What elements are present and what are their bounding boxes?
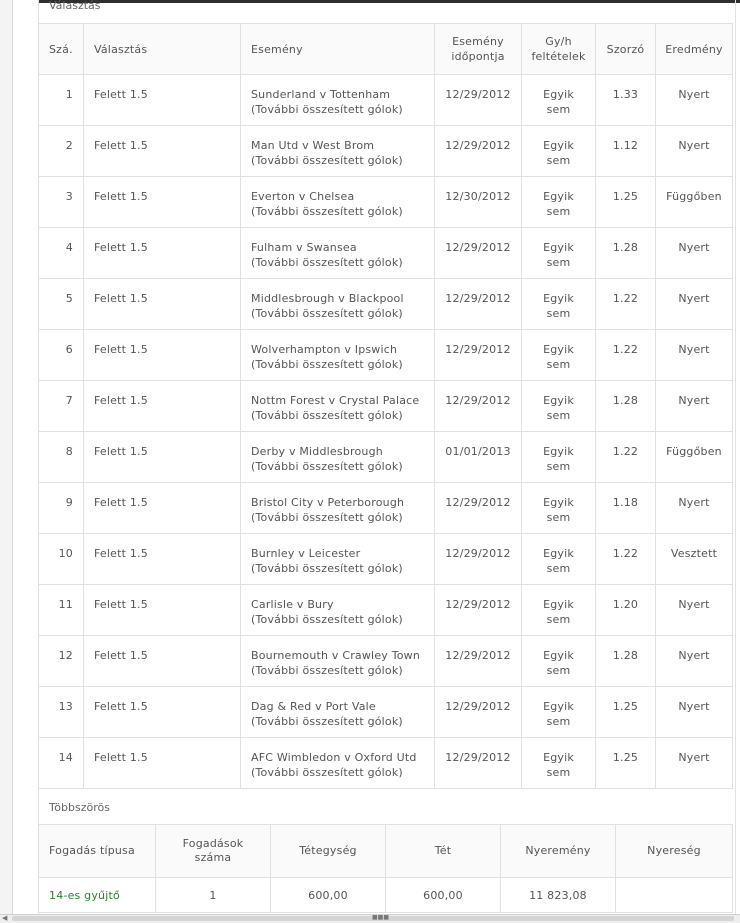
selection-name: Felett 1.5 xyxy=(94,292,148,305)
result-cell xyxy=(656,636,733,687)
conditions-line2: sem xyxy=(546,511,571,524)
row-num-cell xyxy=(39,330,84,381)
selection-name: Felett 1.5 xyxy=(94,394,148,407)
event-date: 01/01/2013 xyxy=(445,445,511,458)
event-date-cell xyxy=(435,534,522,585)
event-cell xyxy=(241,636,435,687)
col-header-num: Szá. xyxy=(39,24,84,75)
conditions-line1: Egyik xyxy=(543,241,574,254)
selection-row xyxy=(39,381,733,432)
selection-cell xyxy=(84,126,241,177)
col-header-conditions-line1: Gy/h xyxy=(545,35,572,48)
conditions-cell xyxy=(522,687,596,738)
event-date-cell xyxy=(435,177,522,228)
col-header-event-time-line2: időpontja xyxy=(451,50,505,63)
row-num-cell xyxy=(39,126,84,177)
event-cell xyxy=(241,738,435,789)
selections-section-title: Választás xyxy=(49,0,101,12)
result-cell xyxy=(656,177,733,228)
row-num-cell xyxy=(39,483,84,534)
conditions-cell xyxy=(522,228,596,279)
conditions-line1: Egyik xyxy=(543,700,574,713)
bet-type-link[interactable]: 14-es gyűjtő xyxy=(49,888,120,902)
result-cell xyxy=(656,585,733,636)
event-market: (További összesített gólok) xyxy=(251,766,403,779)
event-date: 12/29/2012 xyxy=(445,496,511,509)
row-num: 5 xyxy=(65,292,73,305)
odds-value: 1.20 xyxy=(612,598,639,611)
event-market: (További összesített gólok) xyxy=(251,715,403,728)
odds-cell xyxy=(596,636,656,687)
event-market: (További összesített gólok) xyxy=(251,256,403,269)
selection-cell xyxy=(84,534,241,585)
event-date-cell xyxy=(435,585,522,636)
selection-row xyxy=(39,534,733,585)
conditions-line2: sem xyxy=(546,613,571,626)
selection-row xyxy=(39,177,733,228)
odds-value: 1.28 xyxy=(612,241,639,254)
event-market: (További összesített gólok) xyxy=(251,664,403,677)
conditions-cell xyxy=(522,126,596,177)
selection-cell xyxy=(84,75,241,126)
selection-row xyxy=(39,687,733,738)
event-market: (További összesített gólok) xyxy=(251,154,403,167)
conditions-line1: Egyik xyxy=(543,394,574,407)
event-date: 12/29/2012 xyxy=(445,88,511,101)
conditions-line2: sem xyxy=(546,154,571,167)
odds-value: 1.25 xyxy=(612,190,639,203)
selections-header-row xyxy=(39,24,733,75)
event-date: 12/29/2012 xyxy=(445,649,511,662)
profit-cell xyxy=(616,878,733,913)
event-date: 12/30/2012 xyxy=(445,190,511,203)
odds-value: 1.22 xyxy=(612,292,639,305)
event-date-cell xyxy=(435,228,522,279)
selection-name: Felett 1.5 xyxy=(94,598,148,611)
result-cell xyxy=(656,126,733,177)
row-num-cell xyxy=(39,228,84,279)
row-num-cell xyxy=(39,279,84,330)
event-cell xyxy=(241,483,435,534)
conditions-line2: sem xyxy=(546,409,571,422)
row-num: 12 xyxy=(58,649,73,662)
selection-cell xyxy=(84,279,241,330)
selection-row xyxy=(39,432,733,483)
conditions-cell xyxy=(522,432,596,483)
row-num: 10 xyxy=(58,547,73,560)
result-value: Vesztett xyxy=(670,547,718,560)
col-header-result: Eredmény xyxy=(656,24,733,75)
event-name: Nottm Forest v Crystal Palace xyxy=(251,394,420,407)
odds-value: 1.28 xyxy=(612,394,639,407)
odds-cell xyxy=(596,228,656,279)
result-value: Nyert xyxy=(678,598,710,611)
conditions-line1: Egyik xyxy=(543,88,574,101)
event-date: 12/29/2012 xyxy=(445,700,511,713)
event-market: (További összesített gólok) xyxy=(251,409,403,422)
event-cell xyxy=(241,330,435,381)
event-cell xyxy=(241,585,435,636)
event-name: Bournemouth v Crawley Town xyxy=(251,649,421,662)
event-cell xyxy=(241,126,435,177)
selection-row xyxy=(39,126,733,177)
col-header-event-time xyxy=(435,24,522,75)
conditions-line2: sem xyxy=(546,256,571,269)
result-cell xyxy=(656,330,733,381)
conditions-line1: Egyik xyxy=(543,547,574,560)
event-market: (További összesített gólok) xyxy=(251,103,403,116)
conditions-cell xyxy=(522,279,596,330)
row-num: 13 xyxy=(58,700,73,713)
col-header-bets-count xyxy=(156,825,271,878)
bet-type-cell xyxy=(39,878,156,913)
scrollbar-grip-icon: ■■■ xyxy=(372,914,390,921)
selection-cell xyxy=(84,177,241,228)
odds-cell xyxy=(596,585,656,636)
event-name: Sunderland v Tottenham xyxy=(251,88,391,101)
event-date: 12/29/2012 xyxy=(445,241,511,254)
conditions-line1: Egyik xyxy=(543,343,574,356)
row-num-cell xyxy=(39,177,84,228)
result-cell xyxy=(656,687,733,738)
row-num-cell xyxy=(39,687,84,738)
event-date-cell xyxy=(435,75,522,126)
event-market: (További összesített gólok) xyxy=(251,460,403,473)
result-cell xyxy=(656,279,733,330)
conditions-cell xyxy=(522,75,596,126)
event-date: 12/29/2012 xyxy=(445,598,511,611)
result-cell xyxy=(656,432,733,483)
event-market: (További összesített gólok) xyxy=(251,205,403,218)
odds-cell xyxy=(596,483,656,534)
event-date-cell xyxy=(435,636,522,687)
selection-name: Felett 1.5 xyxy=(94,241,148,254)
selections-table xyxy=(38,23,733,789)
event-name: Wolverhampton v Ipswich xyxy=(251,343,398,356)
col-header-bets-count-line2: száma xyxy=(194,851,232,864)
result-value: Nyert xyxy=(678,496,710,509)
event-date-cell xyxy=(435,432,522,483)
selection-cell xyxy=(84,432,241,483)
selection-row xyxy=(39,330,733,381)
row-num-cell xyxy=(39,432,84,483)
odds-cell xyxy=(596,738,656,789)
event-date-cell xyxy=(435,330,522,381)
result-cell xyxy=(656,228,733,279)
row-num: 14 xyxy=(58,751,73,764)
col-header-winnings: Nyeremény xyxy=(501,825,616,878)
odds-cell xyxy=(596,381,656,432)
conditions-line1: Egyik xyxy=(543,496,574,509)
odds-cell xyxy=(596,177,656,228)
event-cell xyxy=(241,687,435,738)
row-num-cell xyxy=(39,75,84,126)
winnings-cell: 11 823,08 xyxy=(501,878,616,913)
conditions-cell xyxy=(522,483,596,534)
conditions-line1: Egyik xyxy=(543,445,574,458)
event-cell xyxy=(241,228,435,279)
row-num: 11 xyxy=(58,598,73,611)
col-header-bet-type: Fogadás típusa xyxy=(39,825,156,878)
event-name: Burnley v Leicester xyxy=(251,547,361,560)
conditions-cell xyxy=(522,738,596,789)
row-num: 1 xyxy=(65,88,73,101)
odds-cell xyxy=(596,432,656,483)
row-num-cell xyxy=(39,738,84,789)
selection-name: Felett 1.5 xyxy=(94,343,148,356)
event-date-cell xyxy=(435,483,522,534)
odds-cell xyxy=(596,534,656,585)
event-date-cell xyxy=(435,381,522,432)
result-value: Nyert xyxy=(678,649,710,662)
event-cell xyxy=(241,381,435,432)
stake-cell: 600,00 xyxy=(386,878,501,913)
conditions-cell xyxy=(522,330,596,381)
odds-value: 1.12 xyxy=(612,139,639,152)
conditions-line1: Egyik xyxy=(543,649,574,662)
event-market: (További összesített gólok) xyxy=(251,613,403,626)
event-date: 12/29/2012 xyxy=(445,751,511,764)
result-value: Nyert xyxy=(678,292,710,305)
conditions-line2: sem xyxy=(546,103,571,116)
selection-cell xyxy=(84,483,241,534)
row-num: 6 xyxy=(65,343,73,356)
result-value: Nyert xyxy=(678,241,710,254)
result-cell xyxy=(656,75,733,126)
conditions-cell xyxy=(522,585,596,636)
event-cell xyxy=(241,177,435,228)
odds-value: 1.18 xyxy=(612,496,639,509)
multiples-header-row xyxy=(39,825,733,878)
event-date-cell xyxy=(435,126,522,177)
conditions-line2: sem xyxy=(546,205,571,218)
event-name: Dag & Red v Port Vale xyxy=(251,700,376,713)
conditions-line1: Egyik xyxy=(543,751,574,764)
selection-row xyxy=(39,75,733,126)
selection-cell xyxy=(84,228,241,279)
event-date: 12/29/2012 xyxy=(445,547,511,560)
event-date: 12/29/2012 xyxy=(445,139,511,152)
result-value: Nyert xyxy=(678,394,710,407)
selection-cell xyxy=(84,330,241,381)
event-market: (További összesített gólok) xyxy=(251,562,403,575)
selection-name: Felett 1.5 xyxy=(94,445,148,458)
result-value: Nyert xyxy=(678,751,710,764)
result-value: Nyert xyxy=(678,700,710,713)
conditions-line1: Egyik xyxy=(543,139,574,152)
odds-value: 1.22 xyxy=(612,445,639,458)
selection-cell xyxy=(84,585,241,636)
odds-cell xyxy=(596,75,656,126)
event-name: Everton v Chelsea xyxy=(251,190,355,203)
result-cell xyxy=(656,381,733,432)
event-date: 12/29/2012 xyxy=(445,343,511,356)
result-value: Függőben xyxy=(666,190,722,203)
odds-cell xyxy=(596,279,656,330)
event-name: Middlesbrough v Blackpool xyxy=(251,292,404,305)
event-name: Carlisle v Bury xyxy=(251,598,334,611)
selection-row xyxy=(39,228,733,279)
selection-row xyxy=(39,738,733,789)
conditions-line1: Egyik xyxy=(543,292,574,305)
col-header-event: Esemény xyxy=(241,24,435,75)
odds-value: 1.22 xyxy=(612,343,639,356)
col-header-selection: Választás xyxy=(84,24,241,75)
conditions-line2: sem xyxy=(546,715,571,728)
row-num: 8 xyxy=(65,445,73,458)
odds-cell xyxy=(596,126,656,177)
selection-name: Felett 1.5 xyxy=(94,139,148,152)
conditions-line2: sem xyxy=(546,766,571,779)
event-name: Fulham v Swansea xyxy=(251,241,357,254)
conditions-cell xyxy=(522,534,596,585)
event-date-cell xyxy=(435,687,522,738)
selection-name: Felett 1.5 xyxy=(94,496,148,509)
selection-row xyxy=(39,483,733,534)
bets-count-cell: 1 xyxy=(156,878,271,913)
col-header-event-time-line1: Esemény xyxy=(452,35,504,48)
selection-name: Felett 1.5 xyxy=(94,190,148,203)
row-num-cell xyxy=(39,585,84,636)
conditions-line1: Egyik xyxy=(543,190,574,203)
selection-cell xyxy=(84,738,241,789)
selection-cell xyxy=(84,381,241,432)
selection-row xyxy=(39,585,733,636)
selection-name: Felett 1.5 xyxy=(94,649,148,662)
col-header-unit-stake: Tétegység xyxy=(271,825,386,878)
event-cell xyxy=(241,75,435,126)
conditions-line1: Egyik xyxy=(543,598,574,611)
conditions-cell xyxy=(522,177,596,228)
conditions-cell xyxy=(522,381,596,432)
event-market: (További összesített gólok) xyxy=(251,307,403,320)
event-cell xyxy=(241,534,435,585)
result-value: Nyert xyxy=(678,88,710,101)
row-num: 7 xyxy=(65,394,73,407)
conditions-line2: sem xyxy=(546,358,571,371)
selection-name: Felett 1.5 xyxy=(94,700,148,713)
odds-cell xyxy=(596,687,656,738)
conditions-line2: sem xyxy=(546,460,571,473)
odds-cell xyxy=(596,330,656,381)
event-cell xyxy=(241,432,435,483)
row-num: 9 xyxy=(65,496,73,509)
left-scroll-gutter xyxy=(0,0,13,922)
result-value: Függőben xyxy=(666,445,722,458)
selection-cell xyxy=(84,636,241,687)
result-cell xyxy=(656,738,733,789)
multiples-table xyxy=(38,824,733,913)
col-header-conditions-line2: feltételek xyxy=(531,50,586,63)
selection-name: Felett 1.5 xyxy=(94,88,148,101)
odds-value: 1.22 xyxy=(612,547,639,560)
conditions-line2: sem xyxy=(546,562,571,575)
result-cell xyxy=(656,483,733,534)
row-num: 2 xyxy=(65,139,73,152)
selection-cell xyxy=(84,687,241,738)
event-name: Bristol City v Peterborough xyxy=(251,496,405,509)
event-market: (További összesített gólok) xyxy=(251,511,403,524)
multiples-row xyxy=(39,878,733,913)
event-name: Man Utd v West Brom xyxy=(251,139,375,152)
event-name: Derby v Middlesbrough xyxy=(251,445,383,458)
event-market: (További összesített gólok) xyxy=(251,358,403,371)
row-num-cell xyxy=(39,534,84,585)
col-header-bets-count-line1: Fogadások xyxy=(182,837,244,850)
col-header-profit: Nyereség xyxy=(616,825,733,878)
scroll-left-arrow-icon[interactable]: ◀ xyxy=(2,914,8,922)
unit-stake-cell: 600,00 xyxy=(271,878,386,913)
result-value: Nyert xyxy=(678,343,710,356)
event-cell xyxy=(241,279,435,330)
event-date: 12/29/2012 xyxy=(445,394,511,407)
conditions-cell xyxy=(522,636,596,687)
row-num: 4 xyxy=(65,241,73,254)
result-value: Nyert xyxy=(678,139,710,152)
odds-value: 1.25 xyxy=(612,751,639,764)
selection-row xyxy=(39,636,733,687)
col-header-odds: Szorzó xyxy=(596,24,656,75)
row-num-cell xyxy=(39,381,84,432)
col-header-conditions xyxy=(522,24,596,75)
odds-value: 1.25 xyxy=(612,700,639,713)
selection-name: Felett 1.5 xyxy=(94,751,148,764)
col-header-stake: Tét xyxy=(386,825,501,878)
result-cell xyxy=(656,534,733,585)
odds-value: 1.28 xyxy=(612,649,639,662)
event-date-cell xyxy=(435,738,522,789)
selections-table-body xyxy=(39,75,733,789)
odds-value: 1.33 xyxy=(612,88,639,101)
event-name: AFC Wimbledon v Oxford Utd xyxy=(251,751,417,764)
row-num: 3 xyxy=(65,190,73,203)
conditions-line2: sem xyxy=(546,664,571,677)
event-date: 12/29/2012 xyxy=(445,292,511,305)
event-date-cell xyxy=(435,279,522,330)
selection-row xyxy=(39,279,733,330)
conditions-line2: sem xyxy=(546,307,571,320)
row-num-cell xyxy=(39,636,84,687)
selection-name: Felett 1.5 xyxy=(94,547,148,560)
multiples-section-title: Többszörös xyxy=(49,801,110,814)
